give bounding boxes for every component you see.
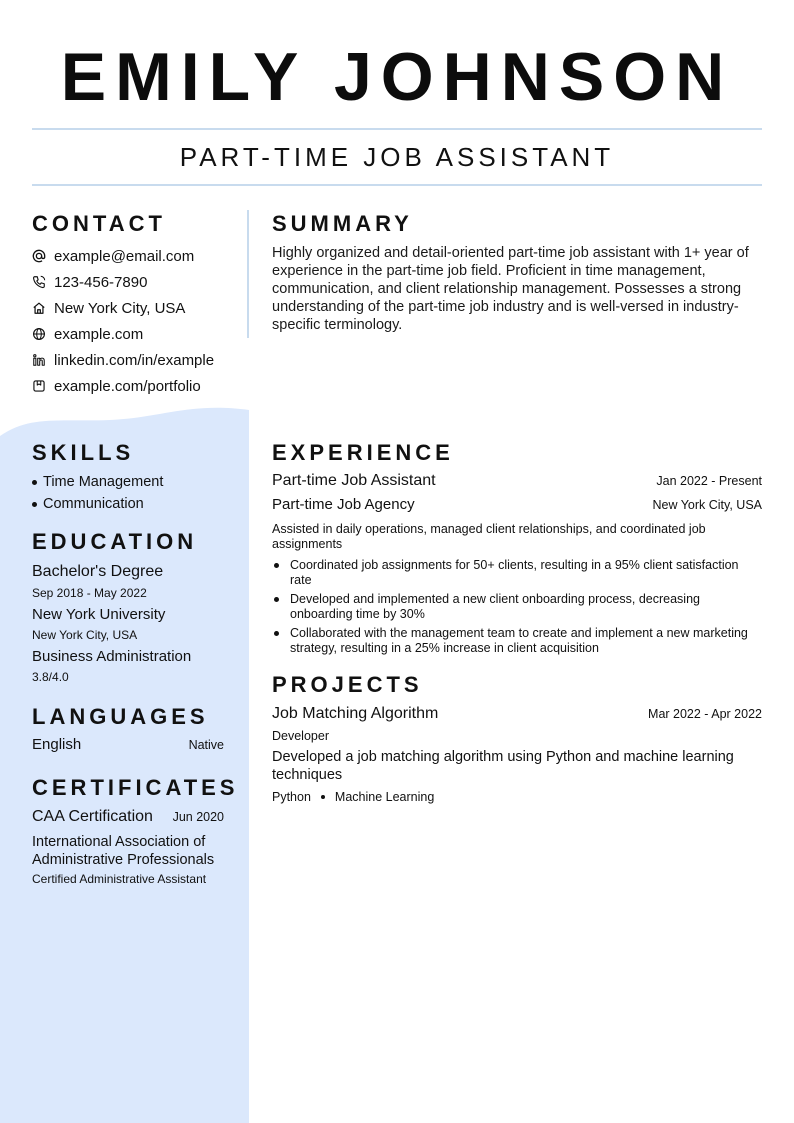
education-school: New York University [32,606,166,623]
list-item: Coordinated job assignments for 50+ clients, resulting in a 95% client satisfaction rate [272,558,762,588]
project-tag: Python [272,790,311,804]
language-level: Native [188,738,224,752]
linkedin-icon [32,353,46,367]
job-title: PART-TIME JOB ASSISTANT [179,142,615,172]
certificate-name: CAA Certification [32,808,153,825]
contact-portfolio[interactable] [32,373,242,399]
linkedin-text: linkedin.com/in/example [54,351,215,369]
projects-heading: PROJECTS [272,672,423,697]
education-entry [32,562,227,686]
header-top-divider [32,128,762,130]
contact-linkedin[interactable] [32,347,242,373]
education-field: Business Administration [32,648,192,665]
list-item: Developed and implemented a new client onboarding process, decreasing onboarding time by 30% [272,592,762,622]
bullet-icon [321,795,325,799]
project-description: Developed a job matching algorithm using Python and machine learning techniques [272,749,734,783]
certificate-detail: Certified Administrative Assistant [32,872,207,886]
education-dates: Sep 2018 - May 2022 [32,586,147,600]
education-location: New York City, USA [32,628,138,642]
at-icon [32,249,46,263]
language-name: English [32,736,82,753]
certificate-date: Jun 2020 [172,810,224,824]
certificate-row [32,808,224,832]
project-tag: Machine Learning [334,790,435,804]
skills-list [32,472,232,516]
education-gpa: 3.8/4.0 [32,670,69,684]
website-text: example.com [54,325,144,343]
candidate-name: EMILY JOHNSON [60,39,734,115]
project-entry [272,705,762,804]
certificate-issuer: International Association of Administrative Professionals [32,834,215,868]
summary-heading: SUMMARY [272,211,413,236]
summary-text: Highly organized and detail-oriented part-time job assistant with 1+ year of experience in the part-time job field. Proficient in time management, communication, and client relationship management. Possesses a strong understanding of the part-time job industry and is well-versed in industry-specific terminology. [272,245,749,333]
languages-heading: LANGUAGES [32,704,209,729]
education-heading: EDUCATION [32,529,198,554]
language-item [32,736,224,753]
experience-entry [272,472,762,660]
list-item: Collaborated with the management team to create and implement a new marketing strategy, resulting in a 25% increase in client acquisition [272,626,762,656]
header-bottom-divider [32,184,762,186]
contact-phone[interactable] [32,269,242,295]
contact-location [32,295,242,321]
bullet-icon [32,502,37,507]
experience-location: New York City, USA [652,498,762,512]
contact-list [32,243,242,399]
certificate-entry [32,808,224,886]
project-dates: Mar 2022 - Apr 2022 [648,707,762,721]
globe-icon [32,327,46,341]
contact-website[interactable] [32,321,242,347]
contact-heading: CONTACT [32,211,166,236]
experience-company: Part-time Job Agency [272,496,415,513]
location-text: New York City, USA [54,299,186,317]
experience-company-row [272,496,762,518]
home-icon [32,301,46,315]
experience-heading: EXPERIENCE [272,440,454,465]
project-tags [272,790,762,804]
project-title-row [272,705,762,727]
experience-description: Assisted in daily operations, managed client relationships, and coordinated job assignments [272,522,706,551]
phone-icon [32,275,46,289]
bullet-icon [32,480,37,485]
portfolio-icon [32,379,46,393]
experience-dates: Jan 2022 - Present [656,474,762,488]
phone-text: 123-456-7890 [54,273,148,291]
skill-item: Time Management [32,472,232,494]
skills-heading: SKILLS [32,440,135,465]
certificates-heading: CERTIFICATES [32,775,239,800]
experience-bullets [272,558,762,656]
experience-role-row [272,472,762,496]
project-name: Job Matching Algorithm [272,705,439,722]
email-text: example@email.com [54,247,195,265]
skill-item: Communication [32,494,232,516]
education-degree: Bachelor's Degree [32,563,164,580]
column-divider [247,210,249,338]
project-role: Developer [272,729,329,743]
portfolio-text: example.com/portfolio [54,377,201,395]
experience-role: Part-time Job Assistant [272,472,436,489]
contact-email[interactable] [32,243,242,269]
